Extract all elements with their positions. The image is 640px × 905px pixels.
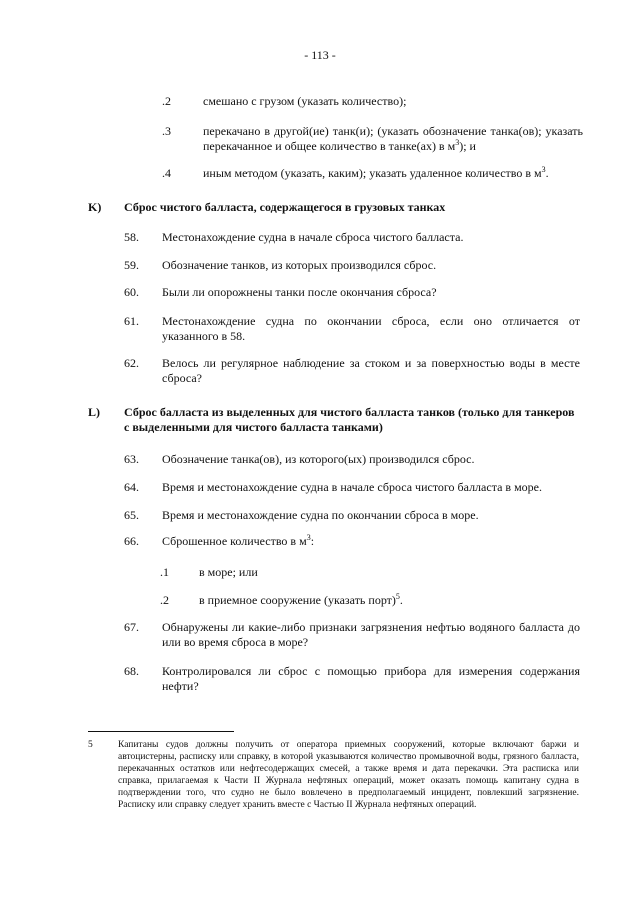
footnote-text: Капитаны судов должны получить от оператора приемных сооружений, которые включают баржи и автоцистерны, расписку или справку, в которой указываются количество промывочной воды, грязного балласта, перекачанных остатков или нефтесодержащих смесей, а также время и дата перекачки. Эта расписка или справка, прилагаемая к Части II Журнала нефтяных операций, может оказать помощь капитану судна в подтверждении того, что судно не было вовлечено в предполагаемый инцидент, повлекший загрязнение. Расписку или справку следует хранить вместе с Частью II Журнала нефтяных операций.	[118, 740, 579, 810]
item-text: Местонахождение судна в начале сброса чистого балласта.	[162, 230, 464, 244]
item-number: 62.	[124, 356, 139, 370]
section-letter: L)	[88, 405, 100, 419]
item-number: 63.	[124, 452, 139, 466]
section-letter: K)	[88, 200, 102, 214]
section-title: Сброс балласта из выделенных для чистого балласта танков (только для танкеров с выделенными для чистого балласта танками)	[124, 405, 575, 434]
footnote-separator	[88, 731, 234, 732]
page-number: - 113 -	[304, 48, 336, 62]
item-text: перекачано в другой(ие) танк(и); (указать обозначение танка(ов); указать перекачанное и общее количество в танке(ах) в $м^3$); и	[203, 124, 583, 153]
item-text: Контролировался ли сброс с помощью прибора для измерения содержания нефти?	[162, 664, 580, 693]
subitem-text: в приемное сооружение (указать порт)$^5$.	[199, 592, 403, 607]
subitem-number: .2	[160, 593, 169, 607]
item-text: Были ли опорожнены танки после окончания сброса?	[162, 285, 437, 299]
item-text: Обозначение танка(ов), из которого(ых) производился сброс.	[162, 452, 475, 466]
item-number: 61.	[124, 314, 139, 328]
subitem-text: в море; или	[199, 565, 258, 579]
item-number: 65.	[124, 508, 139, 522]
subitem-number: .1	[160, 565, 169, 579]
item-number: 58.	[124, 230, 139, 244]
item-text: иным методом (указать, каким); указать удаленное количество в $м^3$.	[203, 165, 549, 180]
item-number: .4	[162, 166, 171, 180]
footnote-marker: 5	[88, 740, 93, 750]
item-text: Местонахождение судна по окончании сброса, если оно отличается от указанного в 58.	[162, 314, 580, 343]
item-number: .2	[162, 94, 171, 108]
item-number: 66.	[124, 534, 139, 548]
item-number: 59.	[124, 258, 139, 272]
item-text: смешано с грузом (указать количество);	[203, 94, 407, 108]
item-number: .3	[162, 124, 171, 138]
item-text: Время и местонахождение судна по окончании сброса в море.	[162, 508, 479, 522]
item-text: Сброшенное количество в $м^3$:	[162, 533, 315, 548]
section-title: Сброс чистого балласта, содержащегося в грузовых танках	[124, 200, 446, 214]
item-text: Обнаружены ли какие-либо признаки загрязнения нефтью водяного балласта до или во время сброса в море?	[162, 620, 580, 649]
item-number: 64.	[124, 480, 139, 494]
item-number: 60.	[124, 285, 139, 299]
item-number: 68.	[124, 664, 139, 678]
item-text: Время и местонахождение судна в начале сброса чистого балласта в море.	[162, 480, 542, 494]
item-text: Велось ли регулярное наблюдение за стоком и за поверхностью воды в месте сброса?	[162, 356, 580, 385]
item-text: Обозначение танков, из которых производился сброс.	[162, 258, 437, 272]
item-number: 67.	[124, 620, 139, 634]
